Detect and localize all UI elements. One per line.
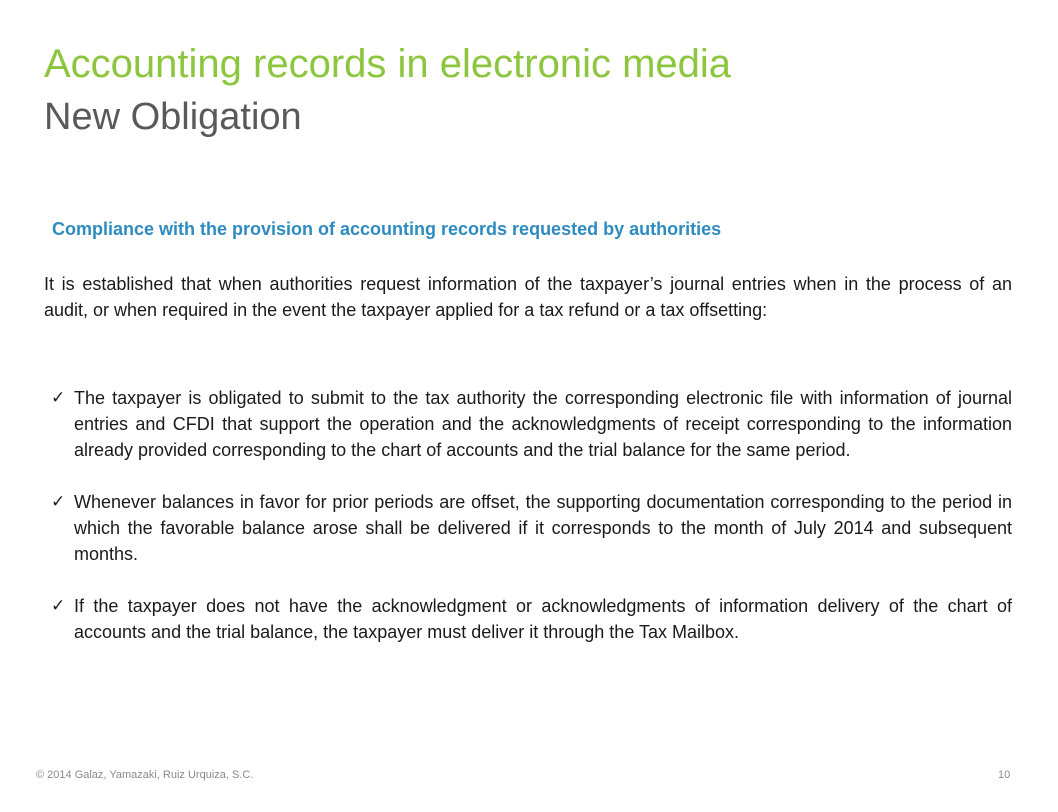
slide-subtitle: New Obligation <box>44 96 302 138</box>
bullet-text: The taxpayer is obligated to submit to the tax authority the corresponding electronic file with information of journal entries and CFDI that support the operation and the acknowledgments of receipt corresponding to the information already provided corresponding to the chart of accounts and the trial balance for the same period. <box>74 388 1012 460</box>
bullet-item <box>44 489 1012 567</box>
checkmark-icon: ✓ <box>51 596 66 616</box>
checkmark-icon: ✓ <box>51 492 66 512</box>
slide-title: Accounting records in electronic media <box>44 42 732 86</box>
bullet-text: If the taxpayer does not have the acknowledgment or acknowledgments of information delivery of the chart of accounts and the trial balance, the taxpayer must deliver it through the Tax Mailbox. <box>74 596 1012 642</box>
footer-copyright: © 2014 Galaz, Yamazaki, Ruiz Urquiza, S.C. <box>36 769 254 781</box>
page-number: 10 <box>998 769 1011 781</box>
bullet-item <box>44 385 1012 463</box>
bullet-text: Whenever balances in favor for prior periods are offset, the supporting documentation corresponding to the period in which the favorable balance arose shall be delivered if it corresponds to the month of July 2014 and subsequent months. <box>74 492 1012 564</box>
section-heading: Compliance with the provision of accounting records requested by authorities <box>52 219 722 239</box>
bullet-item <box>44 593 1012 645</box>
checkmark-icon: ✓ <box>51 388 66 408</box>
intro-paragraph: It is established that when authorities request information of the taxpayer’s journal entries when in the process of an audit, or when required in the event the taxpayer applied for a tax refund or a tax offsetting: <box>44 274 1012 320</box>
bullet-list <box>44 385 1012 671</box>
